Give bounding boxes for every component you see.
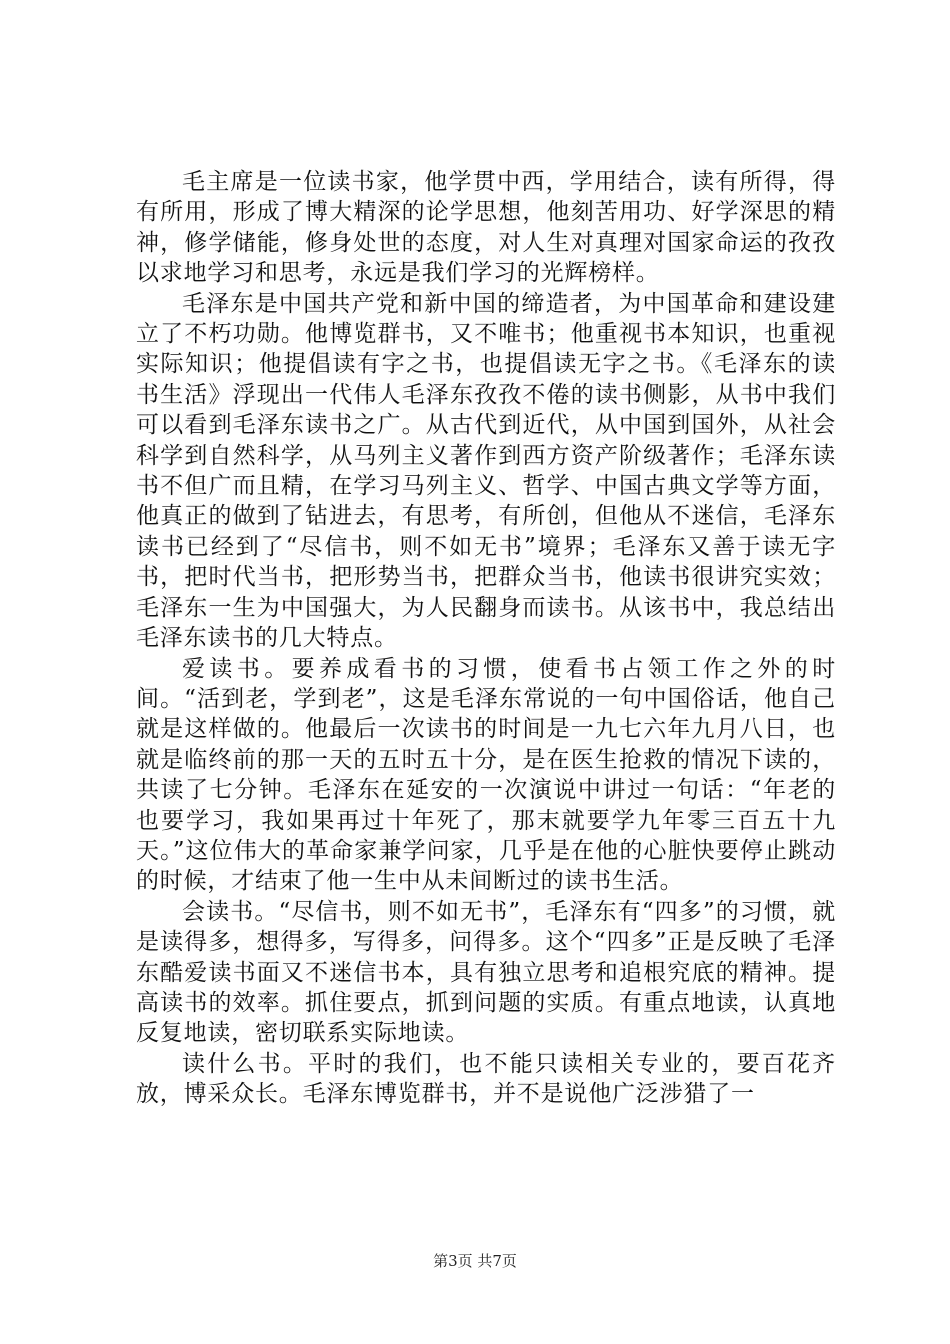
page-number-footer: 第3页 共7页 — [433, 1252, 517, 1270]
paragraph-intro: 毛主席是一位读书家，他学贯中西，学用结合，读有所得，得有所用，形成了博大精深的论学思想，他刻苦用功、好学深思的精神，修学储能，修身处世的态度，对人生对真理对国家命运的孜孜以求地学习和思考，永远是我们学习的光辉榜样。 — [136, 169, 836, 287]
paragraph-how-to-read: 会读书。“尽信书，则不如无书”，毛泽东有“四多”的习惯，就是读得多，想得多，写得多，问得多。这个“四多”正是反映了毛泽东酷爱读书面又不迷信书本，具有独立思考和追根究底的精神。提高读书的效率。抓住要点，抓到问题的实质。有重点地读，认真地反复地读，密切联系实际地读。 — [136, 898, 836, 1047]
document-body — [136, 167, 836, 1110]
paragraph-love-reading: 爱读书。要养成看书的习惯，使看书占领工作之外的时间。“活到老，学到老”，这是毛泽东常说的一句中国俗话，他自己就是这样做的。他最后一次读书的时间是一九七六年九月八日，也就是临终前的那一天的五时五十分，是在医生抢救的情况下读的，共读了七分钟。毛泽东在延安的一次演说中讲过一句话：“年老的也要学习，我如果再过十年死了，那末就要学九年零三百五十九天。”这位伟大的革命家兼学问家，几乎是在他的心脏快要停止跳动的时候，才结束了他一生中从未间断过的读书生活。 — [136, 655, 836, 895]
paragraph-what-to-read: 读什么书。平时的我们，也不能只读相关专业的，要百花齐放，博采众长。毛泽东博览群书，并不是说他广泛涉猎了一 — [136, 1050, 836, 1108]
paragraph-mao-reading-life: 毛泽东是中国共产党和新中国的缔造者，为中国革命和建设建立了不朽功勋。他博览群书，又不唯书；他重视书本知识，也重视实际知识；他提倡读有字之书，也提倡读无字之书。《毛泽东的读书生活》浮现出一代伟人毛泽东孜孜不倦的读书侧影，从书中我们可以看到毛泽东读书之广。从古代到近代，从中国到国外，从社会科学到自然科学，从马列主义著作到西方资产阶级著作；毛泽东读书不但广而且精，在学习马列主义、哲学、中国古典文学等方面，他真正的做到了钻进去，有思考，有所创，但他从不迷信，毛泽东读书已经到了“尽信书，则不如无书”境界；毛泽东又善于读无字书，把时代当书，把形势当书，把群众当书，他读书很讲究实效；毛泽东一生为中国强大，为人民翻身而读书。从该书中，我总结出毛泽东读书的几大特点。 — [136, 290, 836, 652]
